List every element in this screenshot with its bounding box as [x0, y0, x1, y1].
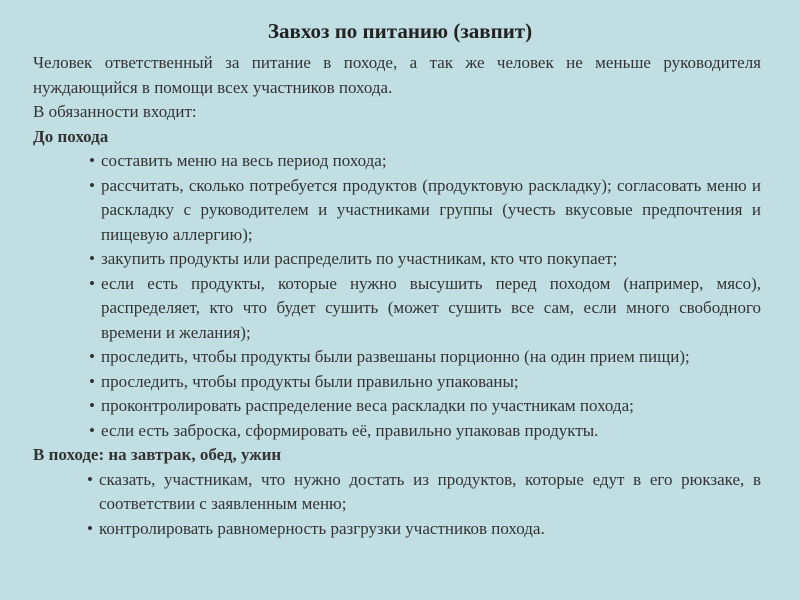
- list-item: • закупить продукты или распределить по участникам, кто что покупает;: [101, 247, 761, 272]
- list-item: • проконтролировать распределение веса раскладки по участникам похода;: [101, 394, 761, 419]
- list-item: • составить меню на весь период похода;: [101, 149, 761, 174]
- intro-paragraph: Человек ответственный за питание в походе, а так же человек не меньше руководителя нуждающийся в помощи всех участников похода.: [33, 53, 761, 97]
- list-item: • контролировать равномерность разгрузки участников похода.: [99, 517, 761, 542]
- before-trip-list: [101, 149, 761, 443]
- slide-content: [33, 51, 761, 541]
- duties-label: В обязанности входит:: [33, 102, 197, 121]
- during-trip-list: [99, 468, 761, 542]
- section-before-heading: До похода: [33, 126, 109, 146]
- list-item: • проследить, чтобы продукты были правильно упакованы;: [101, 370, 761, 395]
- list-item: • если есть заброска, сформировать её, правильно упаковав продукты.: [101, 419, 761, 444]
- list-item: • сказать, участникам, что нужно достать из продуктов, которые едут в его рюкзаке, в соответствии с заявленным меню;: [99, 468, 761, 517]
- slide-title: Завхоз по питанию (завпит): [267, 19, 533, 43]
- section-during-heading: В походе: на завтрак, обед, ужин: [33, 445, 282, 464]
- list-item: • если есть продукты, которые нужно высушить перед походом (например, мясо), распределяет, кто что будет сушить (может сушить все сам, если много свободного времени и желания);: [101, 272, 761, 346]
- list-item: • проследить, чтобы продукты были развешаны порционно (на один прием пищи);: [101, 345, 761, 370]
- list-item: • рассчитать, сколько потребуется продуктов (продуктовую раскладку); согласовать меню и раскладку с руководителем и участниками группы (учесть вкусовые предпочтения и пищевую аллергию);: [101, 174, 761, 248]
